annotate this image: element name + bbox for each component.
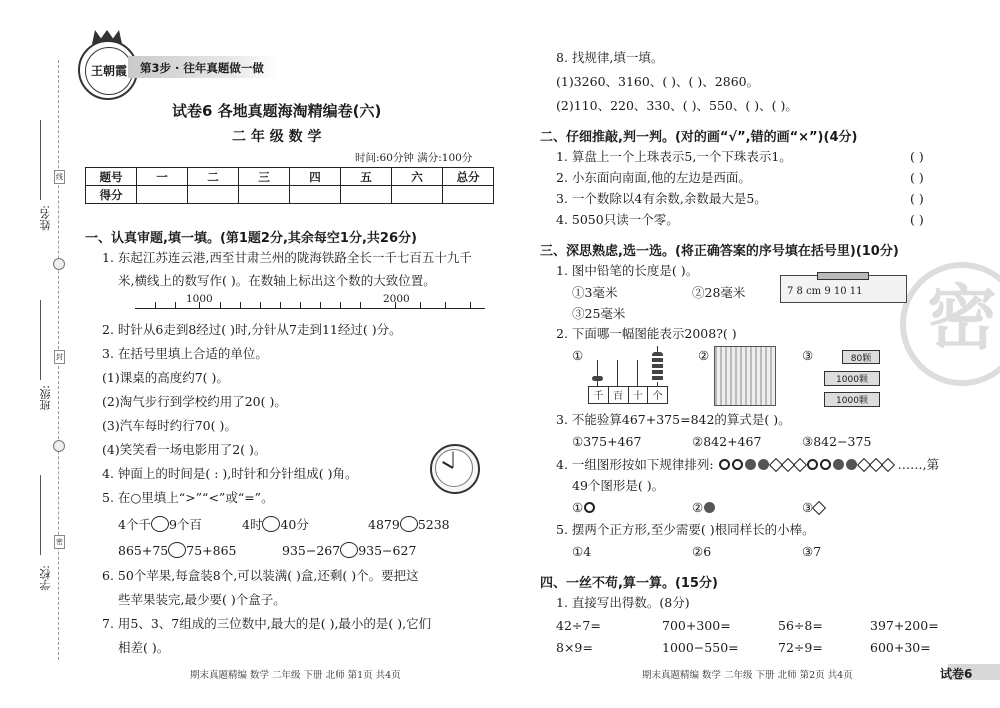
- nl-tick: [280, 302, 281, 308]
- judge-3: 3. 一个数除以4有余数,余数最大是5。: [556, 191, 767, 206]
- score-cell: 三: [239, 168, 290, 186]
- score-input-cell[interactable]: [341, 186, 392, 204]
- calc-item[interactable]: 700+300=: [662, 618, 731, 633]
- score-input-cell[interactable]: [392, 186, 443, 204]
- number-line[interactable]: [135, 308, 485, 309]
- question-4[interactable]: 4. 钟面上的时间是( : ),时针和分针组成( )角。: [102, 466, 358, 481]
- abacus-icon: [588, 346, 668, 402]
- section-4-title: 四、一丝不苟,算一算。(15分): [540, 576, 718, 591]
- choice-5[interactable]: 5. 摆两个正方形,至少需要( )根同样长的小棒。: [556, 522, 815, 537]
- calc-item[interactable]: 8×9=: [556, 640, 593, 655]
- question-1a: 1. 东起江苏连云港,西至甘肃兰州的陇海铁路全长一千七百五十九千: [102, 250, 472, 265]
- section-3-title: 三、深思熟虑,选一选。(将正确答案的序号填在括号里)(10分): [540, 244, 899, 259]
- exam-title: 试卷6 各地真题海淘精编卷(六): [172, 102, 382, 120]
- question-8: 8. 找规律,填一填。: [556, 50, 664, 65]
- choice-4-tail: ……,第: [897, 457, 940, 472]
- calc-heading: 1. 直接写出得数。(8分): [556, 595, 690, 610]
- option-label: ②: [692, 500, 704, 515]
- choice-3[interactable]: 3. 不能验算467+375=842的算式是( )。: [556, 412, 791, 427]
- school-write-line[interactable]: [40, 475, 41, 555]
- ruler-image: [780, 275, 907, 303]
- clock-face: [435, 449, 473, 487]
- step-label: 第3步 · 往年真题做一做: [140, 61, 264, 75]
- compare-left: 4时: [242, 517, 263, 532]
- abacus-label: 个: [652, 391, 663, 402]
- question-6a[interactable]: 6. 50个苹果,每盒装8个,可以装满( )盒,还剩( )个。要把这: [102, 568, 419, 583]
- judge-2-answer[interactable]: ( ): [910, 170, 924, 185]
- cubes-icon: [714, 346, 776, 406]
- question-3-2[interactable]: (2)淘气步行到学校约用了20( )。: [102, 394, 287, 409]
- score-cell: 得分: [86, 186, 137, 204]
- calc-item[interactable]: 397+200=: [870, 618, 939, 633]
- class-label: 班级:: [39, 385, 52, 411]
- choice-1-a[interactable]: ①3毫米: [572, 285, 618, 300]
- block-1000: 1000颗: [824, 392, 880, 407]
- dot-icon: [833, 459, 844, 470]
- nl-tick: [175, 302, 176, 308]
- compare-e: [282, 542, 416, 559]
- diamond-icon: [793, 458, 807, 472]
- section-1-title: 一、认真审题,填一填。(第1题2分,其余每空1分,共26分): [85, 231, 417, 246]
- compare-circle[interactable]: [400, 516, 418, 532]
- diamond-icon: [881, 458, 895, 472]
- choice-4-b[interactable]: [692, 500, 716, 516]
- compare-circle[interactable]: [168, 542, 186, 558]
- abacus-rod: [637, 360, 638, 386]
- nl-tick: [240, 302, 241, 308]
- judge-4-answer[interactable]: ( ): [910, 212, 924, 227]
- abacus-label: 十: [629, 387, 649, 403]
- compare-c: [368, 516, 450, 533]
- compare-left: 4个千: [118, 517, 151, 532]
- question-7a[interactable]: 7. 用5、3、7组成的三位数中,最大的是( ),最小的是( ),它们: [102, 616, 432, 631]
- score-cell: 二: [188, 168, 239, 186]
- choice-5-a[interactable]: ①4: [572, 544, 592, 559]
- nl-tick: [470, 302, 471, 308]
- choice-4-a[interactable]: [572, 500, 596, 516]
- binding-tag-bot: 密: [54, 535, 65, 549]
- minute-hand: [453, 452, 454, 468]
- score-cell: 四: [290, 168, 341, 186]
- choice-1-b[interactable]: ②28毫米: [692, 285, 746, 300]
- judge-4: 4. 5050只读一个零。: [556, 212, 679, 227]
- time-score: 时间:60分钟 满分:100分: [355, 152, 473, 164]
- question-2[interactable]: 2. 时针从6走到8经过( )时,分针从7走到11经过( )分。: [102, 322, 402, 337]
- question-8-1[interactable]: (1)3260、3160、( )、( )、2860。: [556, 74, 760, 89]
- score-cell: 题号: [86, 168, 137, 186]
- question-3-1[interactable]: (1)课桌的高度约7( )。: [102, 370, 229, 385]
- score-cell: 六: [392, 168, 443, 186]
- choice-5-c[interactable]: ③7: [802, 544, 822, 559]
- choice-4b[interactable]: 49个图形是( )。: [572, 478, 665, 493]
- score-cell: 一: [137, 168, 188, 186]
- compare-left: 935−267: [282, 543, 341, 558]
- logo-text: 王朝霞: [85, 47, 133, 95]
- score-value-row: [86, 186, 494, 204]
- binding-hole: [53, 258, 65, 270]
- abacus-rod: [597, 360, 598, 386]
- calc-item[interactable]: 600+30=: [870, 640, 931, 655]
- score-input-cell[interactable]: [239, 186, 290, 204]
- compare-left: 865+75: [118, 543, 169, 558]
- choice-2-o2[interactable]: ②: [698, 348, 710, 363]
- watermark-stamp: 密: [900, 262, 1000, 386]
- nl-tick: [300, 302, 301, 308]
- class-write-line[interactable]: [40, 300, 41, 380]
- ring-icon: [584, 502, 595, 513]
- choice-2-o3[interactable]: ③: [802, 348, 814, 363]
- abacus-label: 百: [609, 387, 629, 403]
- choice-2[interactable]: 2. 下面哪一幅图能表示2008?( ): [556, 326, 737, 341]
- block-80: 80颗: [842, 350, 880, 364]
- abacus-beads: [652, 352, 663, 382]
- exam-subtitle: 二 年 级 数 学: [232, 129, 322, 145]
- ruler-labels: 7 8 cm 9 10 11: [787, 286, 863, 297]
- compare-right: 935−627: [358, 543, 417, 558]
- choice-1-c[interactable]: ③25毫米: [572, 306, 626, 321]
- score-input-cell[interactable]: [290, 186, 341, 204]
- question-8-2[interactable]: (2)110、220、330、( )、550、( )、( )。: [556, 98, 798, 113]
- block-1000: 1000颗: [824, 371, 880, 386]
- section-2-title: 二、仔细推敲,判一判。(对的画“√”,错的画“×”)(4分): [540, 130, 858, 145]
- compare-d: [118, 542, 237, 559]
- score-cell: 五: [341, 168, 392, 186]
- question-6b[interactable]: 些苹果装完,最少要( )个盒子。: [118, 592, 286, 607]
- question-3-3[interactable]: (3)汽车每时约行70( )。: [102, 418, 237, 433]
- nl-tick: [199, 302, 200, 308]
- calc-item[interactable]: 72÷9=: [778, 640, 823, 655]
- compare-circle[interactable]: [151, 516, 169, 532]
- judge-3-answer[interactable]: ( ): [910, 191, 924, 206]
- abacus-rod: [617, 360, 618, 386]
- nl-tick: [420, 302, 421, 308]
- ring-icon: [820, 459, 831, 470]
- diamond-icon: [812, 501, 826, 515]
- score-input-cell[interactable]: [137, 186, 188, 204]
- left-footer: 期末真题精编 数学 二年级 下册 北师 第1页 共4页: [190, 670, 401, 681]
- abacus-label: 千: [589, 387, 609, 403]
- binding-tag-mid: 封: [54, 350, 65, 364]
- ring-icon: [719, 459, 730, 470]
- option-label: ③: [802, 500, 814, 515]
- compare-circle[interactable]: [262, 516, 280, 532]
- choice-1[interactable]: 1. 图中铅笔的长度是( )。: [556, 263, 699, 278]
- abacus-bead: [592, 376, 603, 381]
- compare-a: [118, 516, 202, 533]
- compare-right: 75+865: [186, 543, 237, 558]
- score-input-cell[interactable]: [443, 186, 494, 204]
- name-label: 姓名:: [39, 205, 52, 231]
- nl-tick: [360, 302, 361, 308]
- compare-left: 4879: [368, 517, 400, 532]
- question-1b[interactable]: 米,横线上的数写作( )。在数轴上标出这个数的大致位置。: [118, 273, 436, 288]
- question-3-4[interactable]: (4)笑笑看一场电影用了2( )。: [102, 442, 267, 457]
- pencil-icon: [817, 272, 869, 280]
- judge-1: 1. 算盘上一个上珠表示5,一个下珠表示1。: [556, 149, 792, 164]
- right-footer: 期末真题精编 数学 二年级 下册 北师 第2页 共4页: [642, 670, 853, 681]
- abacus-base: [588, 386, 668, 404]
- ring-icon: [807, 459, 818, 470]
- name-write-line[interactable]: [40, 120, 41, 200]
- score-input-cell[interactable]: [188, 186, 239, 204]
- score-header-row: [86, 168, 494, 186]
- numberline-1000: 1000: [186, 293, 213, 305]
- compare-right: 40分: [280, 517, 309, 532]
- numberline-2000: 2000: [383, 293, 410, 305]
- choice-4-c[interactable]: [802, 500, 825, 516]
- judge-1-answer[interactable]: ( ): [910, 149, 924, 164]
- binding-tag-top: 线: [54, 170, 65, 184]
- choice-3-c[interactable]: ③842−375: [802, 434, 872, 449]
- calc-item[interactable]: 1000−550=: [662, 640, 739, 655]
- dot-icon: [745, 459, 756, 470]
- dot-icon: [704, 502, 715, 513]
- question-5: 5. 在○里填上“>”“<”或“=”。: [102, 490, 274, 505]
- calc-item[interactable]: 42÷7=: [556, 618, 601, 633]
- binding-hole: [53, 440, 65, 452]
- choice-2-o1[interactable]: ①: [572, 348, 584, 363]
- ring-icon: [732, 459, 743, 470]
- compare-right: 9个百: [168, 517, 202, 532]
- school-label: 学校:: [39, 565, 52, 591]
- compare-b: [242, 516, 309, 533]
- judge-2: 2. 小东面向南面,他的左边是西面。: [556, 170, 751, 185]
- calc-item[interactable]: 56÷8=: [778, 618, 823, 633]
- option-label: ①: [572, 500, 584, 515]
- score-table: [85, 167, 494, 204]
- question-3: 3. 在括号里填上合适的单位。: [102, 346, 268, 361]
- dot-icon: [846, 459, 857, 470]
- nl-tick: [155, 302, 156, 308]
- nl-tick: [445, 302, 446, 308]
- compare-right: 5238: [417, 517, 450, 532]
- choice-3-a[interactable]: ①375+467: [572, 434, 642, 449]
- score-cell: 总分: [443, 168, 494, 186]
- choice-5-b[interactable]: ②6: [692, 544, 712, 559]
- dot-icon: [758, 459, 769, 470]
- nl-tick: [220, 302, 221, 308]
- compare-circle[interactable]: [340, 542, 358, 558]
- nl-tick: [395, 302, 396, 308]
- nl-tick: [260, 302, 261, 308]
- choice-4-text: 4. 一组图形按如下规律排列:: [556, 457, 714, 472]
- right-page: [512, 0, 1000, 708]
- nl-tick: [320, 302, 321, 308]
- exam-tag: 试卷6: [940, 667, 973, 681]
- clock-icon: [430, 444, 480, 494]
- choice-3-b[interactable]: ②842+467: [692, 434, 762, 449]
- nl-tick: [340, 302, 341, 308]
- choice-4: [556, 457, 939, 473]
- question-7b[interactable]: 相差( )。: [118, 640, 170, 655]
